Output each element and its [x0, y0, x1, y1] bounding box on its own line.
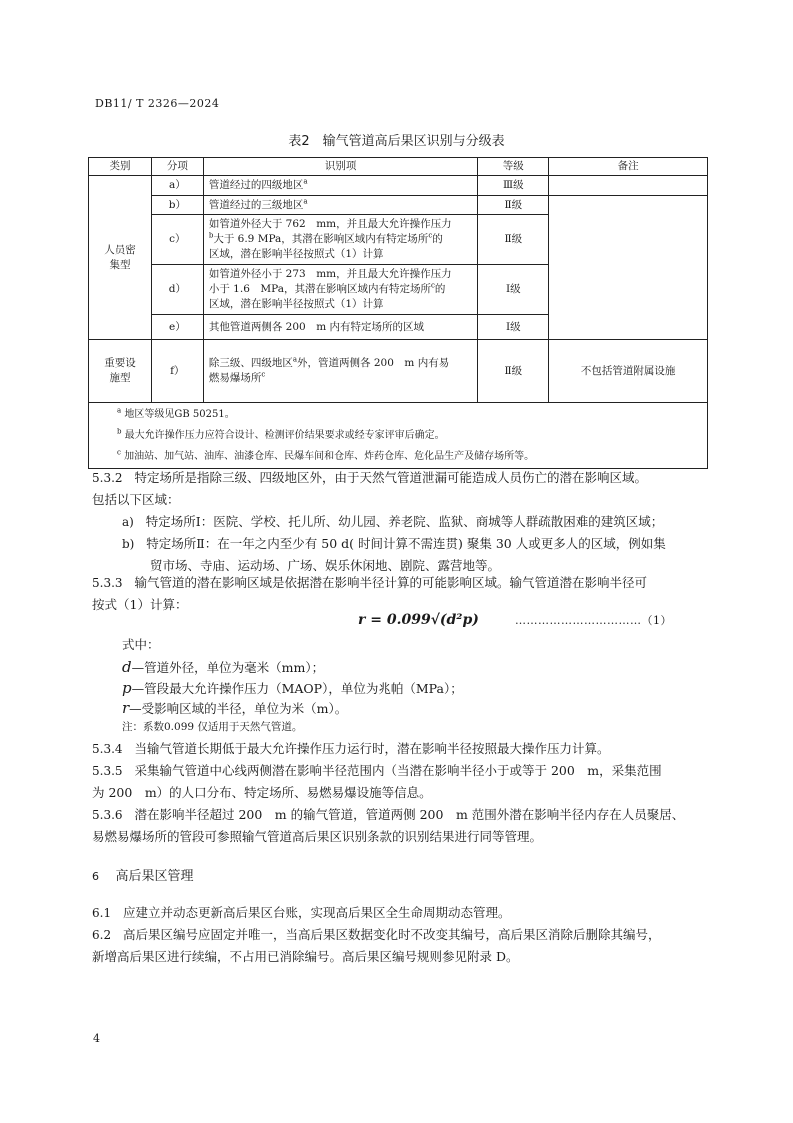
- code-cell: e）: [151, 315, 203, 340]
- header-cell: 备注: [549, 158, 708, 176]
- code-cell: a）: [151, 176, 203, 196]
- document-header: DB11/ T 2326—2024: [95, 97, 220, 110]
- code-cell: c）: [151, 215, 203, 265]
- variable-p: p—管段最大允许操作压力（MAOP），单位为兆帕（MPa）；: [122, 679, 463, 697]
- level-cell: Ⅱ级: [478, 340, 549, 403]
- clause-5-3-2-cont: 包括以下区域：: [92, 492, 180, 507]
- clause-5-3-6-cont: 易燃易爆场所的管段可参照输气管道高后果区识别条款的识别结果进行同等管理。: [92, 829, 543, 844]
- item-cell: 管道经过的三级地区$^a$: [203, 196, 478, 215]
- table-header-row: [89, 158, 708, 176]
- level-cell: Ⅱ级: [478, 196, 549, 215]
- remark-cell: 不包括管道附属设施: [549, 340, 708, 403]
- clause-5-3-3-cont: 按式（1）计算：: [92, 597, 188, 612]
- item-cell: 如管道外径大于 762 mm，并且最大允许操作压力 $^b$大于 6.9 MPa，其潜在影响区域内有特定场所$^c$的 区域，潜在影响半径按照式（1）计算: [203, 215, 478, 265]
- code-cell: b）: [151, 196, 203, 215]
- level-cell: Ⅰ级: [478, 315, 549, 340]
- table-notes: [89, 403, 708, 469]
- coefficient-note: 注：系数0.099 仅适用于天然气管道。: [122, 721, 303, 733]
- level-cell: Ⅱ级: [478, 215, 549, 265]
- item-cell: 管道经过的四级地区$^a$: [203, 176, 478, 196]
- section-heading: 6 高后果区管理: [92, 869, 194, 884]
- item-cell: 如管道外径小于 273 mm，并且最大允许操作压力 小于 1.6 MPa，其潜在影响区域内有特定场所$^c$的 区域，潜在影响半径按照式（1）计算: [203, 265, 478, 315]
- level-cell: Ⅲ级: [478, 176, 549, 196]
- table-row: [89, 196, 708, 215]
- clause-5-3-3: 5.3.3 输气管道的潜在影响区域是依据潜在影响半径计算的可能影响区域。输气管道潜在影响半径可: [92, 575, 647, 590]
- table-note: $^a$ 地区等级见GB 50251。: [117, 406, 235, 420]
- code-cell: f）: [151, 340, 203, 403]
- category-cell: 重要设 施型: [89, 340, 152, 403]
- table-row: [89, 340, 708, 403]
- header-cell: 类别: [89, 158, 152, 176]
- header-cell: 识别项: [203, 158, 478, 176]
- clause-5-3-5: 5.3.5 采集输气管道中心线两侧潜在影响半径范围内（当潜在影响半径小于或等于 200 m，采集范围: [92, 763, 662, 778]
- table-note: $^c$ 加油站、加气站、油库、油漆仓库、民爆车间和仓库、炸药仓库、危化品生产及储存场所等。: [117, 448, 535, 462]
- variable-r: r—受影响区域的半径，单位为米（m）。: [122, 699, 348, 717]
- item-cell: 其他管道两侧各 200 m 内有特定场所的区域: [203, 315, 478, 340]
- list-item-a: a) 特定场所Ⅰ：医院、学校、托儿所、幼儿园、养老院、监狱、商城等人群疏散困难的建筑区域；: [122, 514, 664, 529]
- formula-number: ……………………………（1）: [515, 614, 672, 627]
- item-cell: 除三级、四级地区$^a$外，管道两侧各 200 m 内有易 燃易爆场所$^c$: [203, 340, 478, 403]
- clause-6-1: 6.1 应建立并动态更新高后果区台账，实现高后果区全生命周期动态管理。: [92, 905, 511, 920]
- classification-table: [88, 157, 708, 469]
- code-cell: d）: [151, 265, 203, 315]
- clause-5-3-6: 5.3.6 潜在影响半径超过 200 m 的输气管道，管道两侧 200 m 范围外潜在影响半径内存在人员聚居、: [92, 807, 685, 822]
- clause-5-3-2: 5.3.2 特定场所是指除三级、四级地区外，由于天然气管道泄漏可能造成人员伤亡的潜在影响区域。: [92, 470, 647, 485]
- table-notes-row: [89, 403, 708, 469]
- table-title: 表2 输气管道高后果区识别与分级表: [288, 134, 505, 149]
- table-note: $^b$ 最大允许操作压力应符合设计、检测评价结果要求或经专家评审后确定。: [117, 427, 445, 441]
- remark-cell: [549, 176, 708, 196]
- page-number: 4: [93, 1032, 100, 1045]
- remark-cell: [549, 196, 708, 340]
- table-row: [89, 176, 708, 196]
- category-cell: 人员密 集型: [89, 176, 152, 340]
- where-label: 式中：: [122, 637, 160, 652]
- variable-d: d—管道外径，单位为毫米（mm）；: [122, 658, 325, 676]
- formula: r = 0.099√(d²p): [358, 612, 479, 628]
- clause-5-3-5-cont: 为 200 m）的人口分布、特定场所、易燃易爆设施等信息。: [92, 785, 432, 800]
- clause-5-3-4: 5.3.4 当输气管道长期低于最大允许操作压力运行时，潜在影响半径按照最大操作压力计算。: [92, 741, 610, 756]
- header-cell: 分项: [151, 158, 203, 176]
- clause-6-2-cont: 新增高后果区进行续编，不占用已消除编号。高后果区编号规则参见附录 D。: [92, 949, 519, 964]
- header-cell: 等级: [478, 158, 549, 176]
- list-item-b: b) 特定场所Ⅱ：在一年之内至少有 50 d( 时间计算不需连贯) 聚集 30 人或更多人的区域，例如集: [122, 536, 666, 551]
- clause-6-2: 6.2 高后果区编号应固定并唯一，当高后果区数据变化时不改变其编号，高后果区消除后删除其编号，: [92, 927, 661, 942]
- list-item-b-cont: 贸市场、寺庙、运动场、广场、娱乐休闲地、剧院、露营地等。: [150, 558, 501, 573]
- level-cell: Ⅰ级: [478, 265, 549, 315]
